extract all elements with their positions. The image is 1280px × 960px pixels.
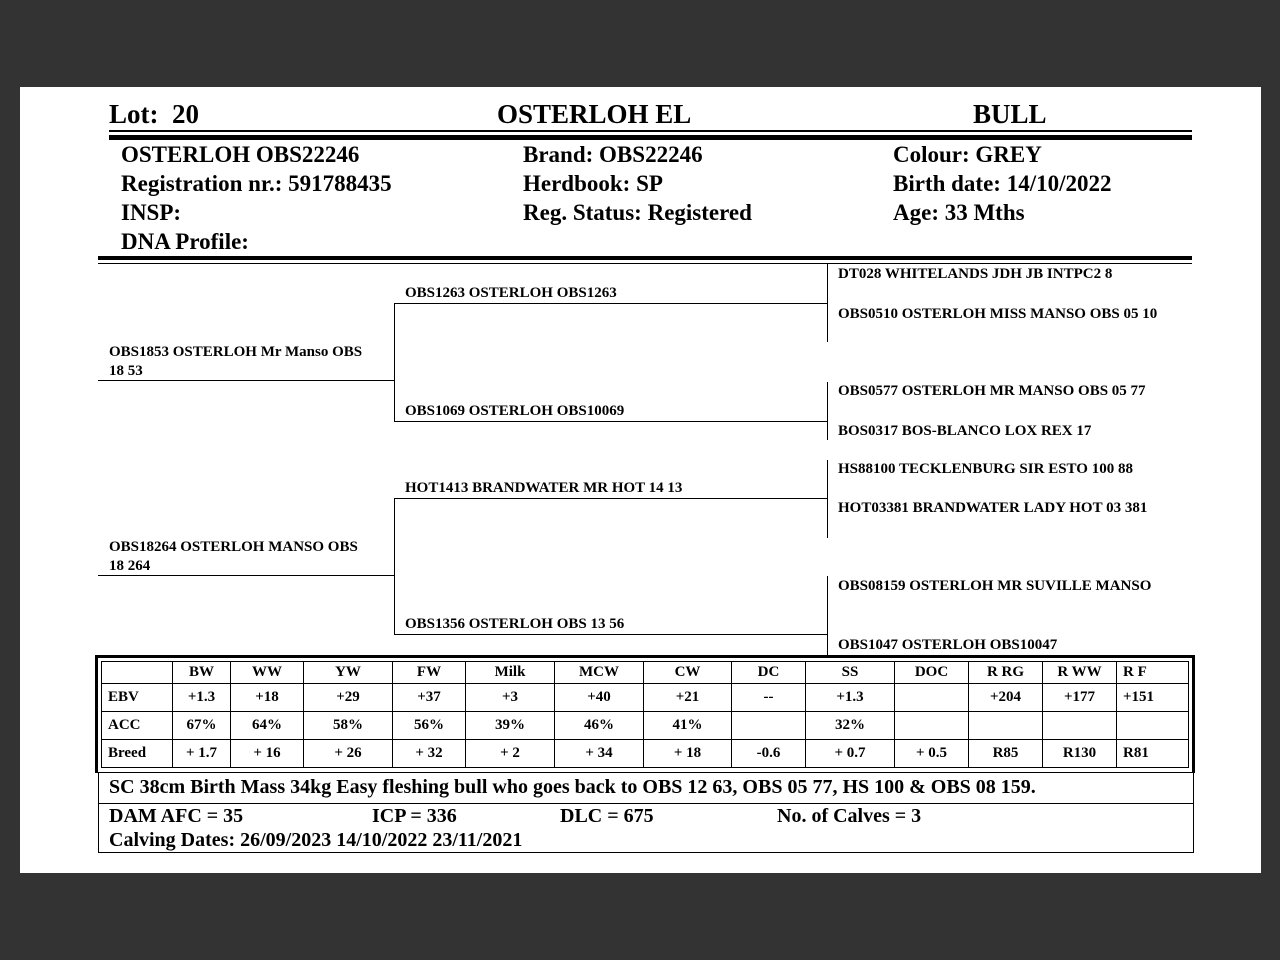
ggp-6: HOT03381 BRANDWATER LADY HOT 03 381 <box>838 500 1148 516</box>
dlc: DLC = 675 <box>560 805 654 827</box>
table-cell: 46% <box>555 712 644 740</box>
ggp-bracket-4 <box>827 576 828 656</box>
table-cell: R85 <box>969 740 1043 768</box>
table-cell <box>1043 712 1117 740</box>
table-cell: 56% <box>393 712 466 740</box>
comments-text: SC 38cm Birth Mass 34kg Easy fleshing bull who goes back to OBS 12 63, OBS 05 77, HS 100 & OBS 08 159. <box>109 776 1036 798</box>
breed-row <box>102 740 1189 768</box>
ggp-2: OBS0510 OSTERLOH MISS MANSO OBS 05 10 <box>838 306 1158 322</box>
table-cell: +37 <box>393 684 466 712</box>
header-rule-thin <box>109 130 1192 132</box>
birth-date: Birth date: 14/10/2022 <box>893 171 1112 196</box>
lot-label-text: Lot: <box>109 99 159 129</box>
table-cell: +1.3 <box>173 684 231 712</box>
sire-dam: OBS1069 OSTERLOH OBS10069 <box>405 403 625 419</box>
ggp-7: OBS08159 OSTERLOH MR SUVILLE MANSO <box>838 578 1152 594</box>
ggp-bracket-2 <box>827 382 828 440</box>
herd-name: OSTERLOH EL <box>497 99 692 129</box>
icp: ICP = 336 <box>372 805 457 827</box>
animal-name: OSTERLOH OBS22246 <box>121 142 360 167</box>
table-cell <box>969 712 1043 740</box>
table-cell: -0.6 <box>732 740 806 768</box>
col-header: YW <box>304 662 393 684</box>
table-cell: +18 <box>231 684 304 712</box>
ebv-frame-right <box>1192 655 1195 773</box>
table-cell <box>895 684 969 712</box>
table-cell: 58% <box>304 712 393 740</box>
ggp-5: HS88100 TECKLENBURG SIR ESTO 100 88 <box>838 461 1133 477</box>
dam-sire-line <box>394 498 827 499</box>
table-cell: +21 <box>644 684 732 712</box>
col-header: WW <box>231 662 304 684</box>
brand: Brand: OBS22246 <box>523 142 703 167</box>
dam-afc: DAM AFC = 35 <box>109 805 244 827</box>
table-cell: + 0.5 <box>895 740 969 768</box>
table-cell: +1.3 <box>806 684 895 712</box>
herdbook: Herdbook: SP <box>523 171 663 196</box>
header-rule-thick <box>109 135 1192 140</box>
table-cell: +204 <box>969 684 1043 712</box>
table-cell: 39% <box>466 712 555 740</box>
row-label: Breed <box>102 740 173 768</box>
dam-sire: HOT1413 BRANDWATER MR HOT 14 13 <box>405 480 683 496</box>
col-header: R F <box>1117 662 1189 684</box>
ebv-table <box>101 661 1189 768</box>
ggp-4: BOS0317 BOS-BLANCO LOX REX 17 <box>838 423 1092 439</box>
table-cell: 32% <box>806 712 895 740</box>
dna-profile-label: DNA Profile: <box>121 229 249 254</box>
acc-row <box>102 712 1189 740</box>
ggp-1: DT028 WHITELANDS JDH JB INTPC2 8 <box>838 266 1113 282</box>
info-rule-thick <box>98 256 1192 260</box>
dam-dam-line <box>394 634 827 635</box>
table-cell: -- <box>732 684 806 712</box>
registration-number: Registration nr.: 591788435 <box>121 171 392 196</box>
col-header: DC <box>732 662 806 684</box>
row-label: ACC <box>102 712 173 740</box>
table-cell: +177 <box>1043 684 1117 712</box>
table-cell: R130 <box>1043 740 1117 768</box>
dam-dam: OBS1356 OSTERLOH OBS 13 56 <box>405 616 625 632</box>
calving-dates: Calving Dates: 26/09/2023 14/10/2022 23/11/2021 <box>109 829 523 851</box>
info-rule-thin <box>98 263 1192 264</box>
table-cell: +151 <box>1117 684 1189 712</box>
table-cell: + 18 <box>644 740 732 768</box>
ggp-bracket-1 <box>827 264 828 342</box>
table-cell: +40 <box>555 684 644 712</box>
col-header: SS <box>806 662 895 684</box>
col-header: FW <box>393 662 466 684</box>
ggp-3: OBS0577 OSTERLOH MR MANSO OBS 05 77 <box>838 383 1146 399</box>
no-of-calves: No. of Calves = 3 <box>777 805 922 827</box>
insp-label: INSP: <box>121 200 182 225</box>
col-header: BW <box>173 662 231 684</box>
dam-bracket <box>394 498 395 635</box>
sire-sire: OBS1263 OSTERLOH OBS1263 <box>405 285 617 301</box>
col-header: CW <box>644 662 732 684</box>
table-cell <box>895 712 969 740</box>
colour: Colour: GREY <box>893 142 1042 167</box>
sire-dam-line <box>394 421 827 422</box>
table-cell <box>1117 712 1189 740</box>
table-cell: + 26 <box>304 740 393 768</box>
reg-status: Reg. Status: Registered <box>523 200 752 225</box>
table-cell: + 34 <box>555 740 644 768</box>
col-header: R WW <box>1043 662 1117 684</box>
table-cell: + 2 <box>466 740 555 768</box>
table-cell: 64% <box>231 712 304 740</box>
ebv-header-row <box>102 662 1189 684</box>
table-cell: + 32 <box>393 740 466 768</box>
table-cell: + 1.7 <box>173 740 231 768</box>
row-label: EBV <box>102 684 173 712</box>
ebv-row <box>102 684 1189 712</box>
lot-number: 20 <box>172 99 199 129</box>
col-header: MCW <box>555 662 644 684</box>
ebv-frame-top <box>95 655 1195 658</box>
sire-bracket <box>394 303 395 421</box>
sire: OBS1853 OSTERLOH Mr Manso OBS 18 53 <box>109 344 363 379</box>
col-header: R RG <box>969 662 1043 684</box>
ebv-frame-left <box>95 655 98 773</box>
ggp-bracket-3 <box>827 460 828 538</box>
table-cell: 41% <box>644 712 732 740</box>
ggp-8: OBS1047 OSTERLOH OBS10047 <box>838 637 1058 653</box>
table-cell: + 0.7 <box>806 740 895 768</box>
table-cell: +3 <box>466 684 555 712</box>
lot-label <box>109 99 199 130</box>
col-header: DOC <box>895 662 969 684</box>
table-cell: + 16 <box>231 740 304 768</box>
table-cell: +29 <box>304 684 393 712</box>
sire-sire-line <box>394 303 827 304</box>
table-cell: 67% <box>173 712 231 740</box>
table-cell <box>732 712 806 740</box>
age: Age: 33 Mths <box>893 200 1025 225</box>
col-header <box>102 662 173 684</box>
dam: OBS18264 OSTERLOH MANSO OBS 18 264 <box>109 539 358 574</box>
table-cell: R81 <box>1117 740 1189 768</box>
col-header: Milk <box>466 662 555 684</box>
sex-label: BULL <box>973 99 1047 129</box>
